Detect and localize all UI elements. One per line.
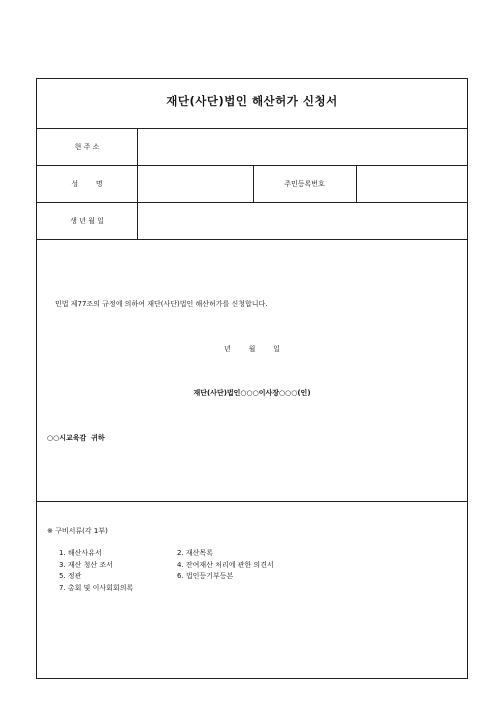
- list-item: 7. 총회 및 이사회회의록: [59, 584, 134, 592]
- divider: [37, 239, 467, 240]
- rrn-label: 주민등록번호: [284, 180, 325, 188]
- name-label: 성 명: [71, 180, 103, 188]
- application-date: 년 월 일: [224, 345, 280, 353]
- required-documents: [37, 501, 467, 679]
- application-form: [36, 78, 468, 679]
- address-label: 현 주 소: [74, 143, 100, 151]
- name-field[interactable]: [138, 166, 253, 202]
- address-field[interactable]: [138, 129, 468, 165]
- application-statement: 민법 제77조의 규정에 의하여 재단(사단)법인 해산허가를 신청합니다.: [55, 300, 268, 308]
- rrn-field[interactable]: [357, 166, 468, 202]
- list-item: 2. 재산목록: [177, 549, 213, 557]
- list-item: 6. 법인등기부등본: [177, 572, 234, 580]
- list-item: 5. 정관: [59, 572, 82, 580]
- list-item: 1. 해산사유서: [59, 549, 102, 557]
- birth-date-field[interactable]: [138, 203, 468, 239]
- birth-date-label: 생 년 월 일: [70, 217, 104, 225]
- recipient-line: ○○시교육감 귀하: [47, 434, 105, 442]
- documents-heading: ※ 구비서류(각 1부): [47, 527, 108, 535]
- list-item: 4. 잔여재산 처리에 관한 의견서: [177, 561, 274, 569]
- form-title: 재단(사단)법인 해산허가 신청서: [166, 94, 338, 108]
- signer-line: 재단(사단)법인○○○이사장○○○(인): [193, 389, 311, 397]
- list-item: 3. 재산 청산 조서: [59, 561, 113, 569]
